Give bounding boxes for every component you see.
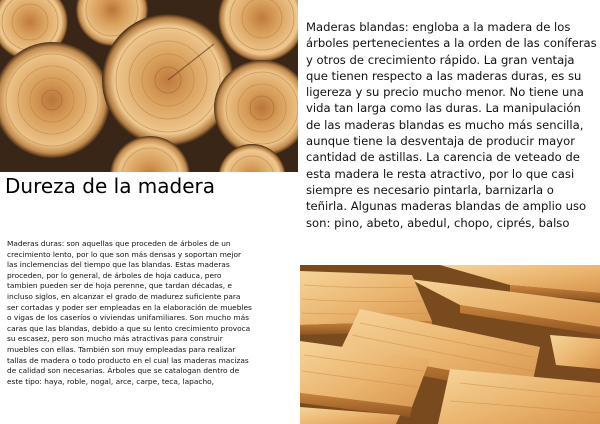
hardwood-paragraph: Maderas duras: son aquellas que proceden de árboles de un crecimiento lento, por lo que son más densas y soportan mejor las inclemencias del tiempo que las blandas. Estas maderas proceden, por lo general, de árboles de hoja caduca, pero tambien pueden ser de hoja perenne, que tardan décadas, e incluso siglos, en alcanzar el grado de madurez suficiente para ser cortadas y poder ser empleadas en la elaboración de muebles o vigas de los caseríos o viviendas unifamiliares. Son mucho más caras que las blandas, debido a que su lento crecimiento provoca su escasez, pero son mucho más atractivas para construir muebles con ellas. También son muy empleadas para realizar tallas de madera o todo producto en el cual las maderas macizas de calidad son necesarias. Árboles que se catalogan dentro de este tipo: haya, roble, nogal, arce, carpe, teca, lapacho, bbox=[7, 239, 252, 386]
plank bbox=[550, 335, 600, 369]
log-end bbox=[102, 14, 234, 146]
page-title: Dureza de la madera bbox=[5, 174, 216, 198]
planks-photo bbox=[300, 265, 600, 424]
softwood-paragraph: Maderas blandas: engloba a la madera de los árboles pertenecientes a la orden de las coníferas y otros de crecimiento rápido. La gran ventaja que tienen respecto a las maderas duras, es su ligereza y su precio mucho menor. No tiene una vida tan larga como las duras. La manipulación de las maderas blandas es mucho más sencilla, aunque tiene la desventaja de producir mayor cantidad de astillas. La carencia de veteado de esta madera le resta atractivo, por lo que casi siempre es necesario pintarla, barnizarla o teñirla. Algunas maderas blandas de amplio uso son: pino, abeto, abedul, chopo, ciprés, balso bbox=[306, 20, 597, 230]
logs-photo bbox=[0, 0, 298, 172]
log-ends-illustration bbox=[0, 0, 298, 172]
wood-planks-illustration bbox=[300, 265, 600, 424]
